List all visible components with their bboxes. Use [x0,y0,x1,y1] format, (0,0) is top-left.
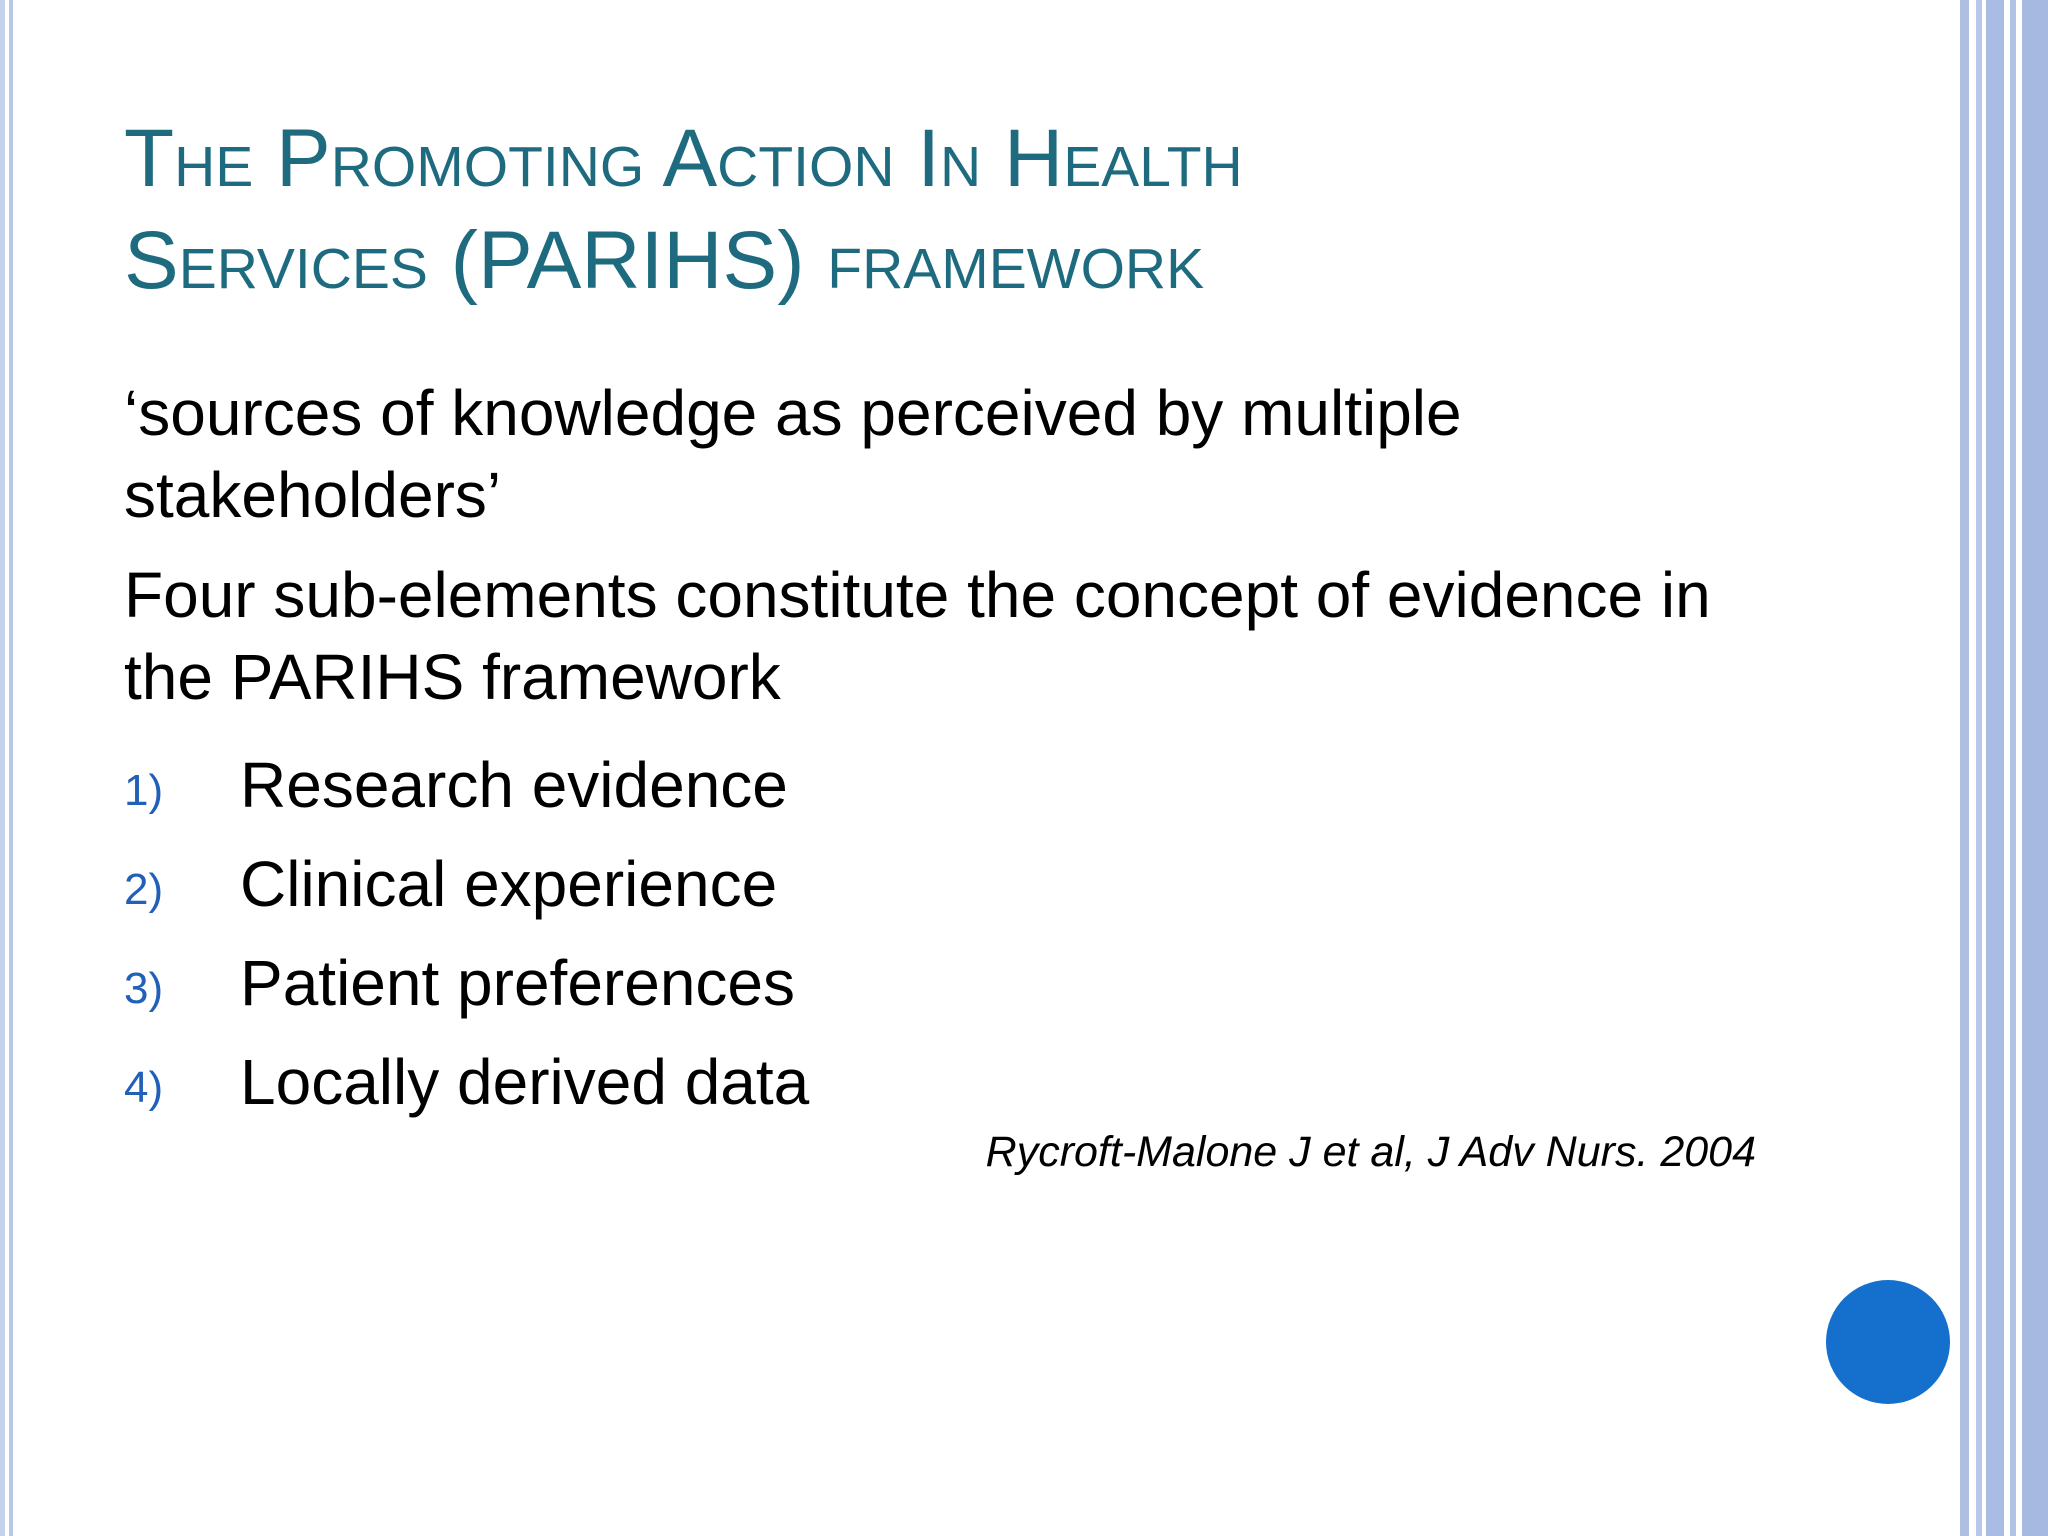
list-item [124,933,809,1032]
list-item-number: 2) [124,864,164,914]
list-item [124,735,809,834]
list-item-text: Locally derived data [240,1045,810,1118]
left-border-stripe [0,0,5,1536]
sub-elements-paragraph: Four sub-elements constitute the concept of evidence in the PARIHS framework [124,559,1711,713]
right-border-stripe [1976,0,1982,1536]
list-item [124,834,809,933]
slide-title [124,108,1824,312]
sub-elements-list [124,735,809,1131]
slide-title-line-2: Services (PARIHS) framework [124,215,1205,306]
list-item-text: Patient preferences [240,946,795,1019]
right-border-stripe [2022,0,2048,1536]
right-border-stripe [1986,0,2004,1536]
quote-paragraph: ‘sources of knowledge as perceived by multiple stakeholders’ [124,377,1462,531]
slide-title-line-1: The Promoting Action In Health [124,113,1243,204]
list-item-text: Research evidence [240,748,788,821]
right-border-stripe [2010,0,2016,1536]
slide-nav-circle-icon[interactable] [1826,1280,1950,1404]
citation: Rycroft-Malone J et al, J Adv Nurs. 2004 [985,1128,1756,1176]
list-item-number: 4) [124,1062,164,1112]
list-item-text: Clinical experience [240,847,778,920]
right-border-stripe [1960,0,1969,1536]
list-item-number: 3) [124,963,164,1013]
left-border-stripe [9,0,13,1536]
list-item [124,1032,809,1131]
list-item-number: 1) [124,765,164,815]
